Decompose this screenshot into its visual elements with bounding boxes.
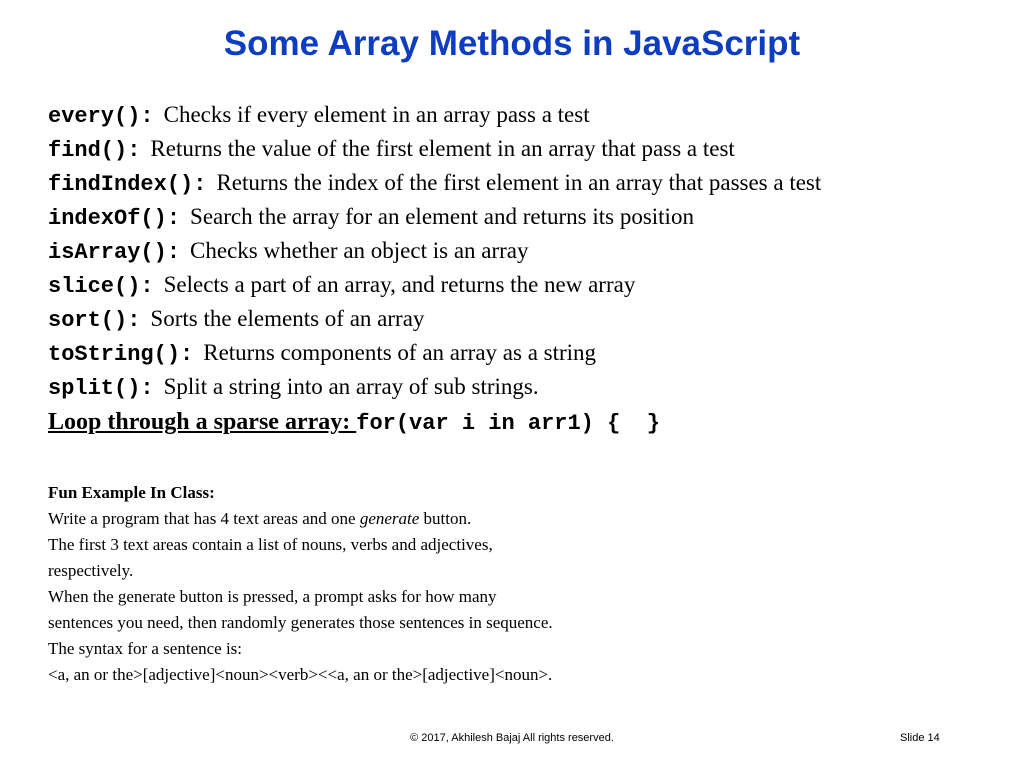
method-description: Returns components of an array as a string xyxy=(203,340,597,365)
example-line: The first 3 text areas contain a list of nouns, verbs and adjectives, xyxy=(48,535,493,554)
method-description: Checks whether an object is an array xyxy=(190,238,529,263)
example-text: Write a program that has 4 text areas and one xyxy=(48,509,360,528)
example-line xyxy=(48,506,1008,532)
example-heading: Fun Example In Class: xyxy=(48,483,215,502)
example-emphasis: generate xyxy=(359,509,420,528)
method-item-slice xyxy=(48,268,1024,302)
method-item-sort xyxy=(48,302,1024,336)
fun-example xyxy=(48,480,1008,688)
method-name: findIndex(): xyxy=(48,172,207,197)
method-description: Sorts the elements of an array xyxy=(150,306,425,331)
slide-title: Some Array Methods in JavaScript xyxy=(223,24,801,63)
method-item-every xyxy=(48,98,1024,132)
slide-number: Slide 14 xyxy=(900,732,940,744)
example-line: When the generate button is pressed, a prompt asks for how many xyxy=(48,587,497,606)
copyright-footer: © 2017, Akhilesh Bajaj All rights reserved. xyxy=(410,732,614,744)
method-item-tostring xyxy=(48,336,1024,370)
example-line: The syntax for a sentence is: xyxy=(48,639,243,658)
method-description: Search the array for an element and returns its position xyxy=(190,204,694,229)
method-name: indexOf(): xyxy=(48,206,181,231)
method-name: slice(): xyxy=(48,274,154,299)
method-description: Selects a part of an array, and returns the new array xyxy=(163,272,636,297)
method-item-split xyxy=(48,370,1024,404)
loop-code: for(var i in arr1) { } xyxy=(356,411,660,436)
example-text: button. xyxy=(419,509,472,528)
methods-list xyxy=(48,98,1024,440)
method-name: find(): xyxy=(48,138,141,163)
method-description: Returns the value of the first element in an array that pass a test xyxy=(150,136,735,161)
example-line: <a, an or the>[adjective]<noun><verb><<a, an or the>[adjective]<noun>. xyxy=(48,665,553,684)
method-item-isarray xyxy=(48,234,1024,268)
example-line: respectively. xyxy=(48,561,134,580)
method-description: Checks if every element in an array pass a test xyxy=(163,102,590,127)
method-name: split(): xyxy=(48,376,154,401)
method-description: Returns the index of the first element in an array that passes a test xyxy=(216,170,822,195)
method-name: sort(): xyxy=(48,308,141,333)
method-item-indexof xyxy=(48,200,1024,234)
method-item-findindex xyxy=(48,166,1024,200)
example-line: sentences you need, then randomly generates those sentences in sequence. xyxy=(48,613,553,632)
method-name: isArray(): xyxy=(48,240,181,265)
loop-line xyxy=(48,404,1024,440)
method-name: toString(): xyxy=(48,342,194,367)
loop-label: Loop through a sparse array: xyxy=(48,409,357,435)
method-item-find xyxy=(48,132,1024,166)
method-name: every(): xyxy=(48,104,154,129)
method-description: Split a string into an array of sub strings. xyxy=(163,374,539,399)
